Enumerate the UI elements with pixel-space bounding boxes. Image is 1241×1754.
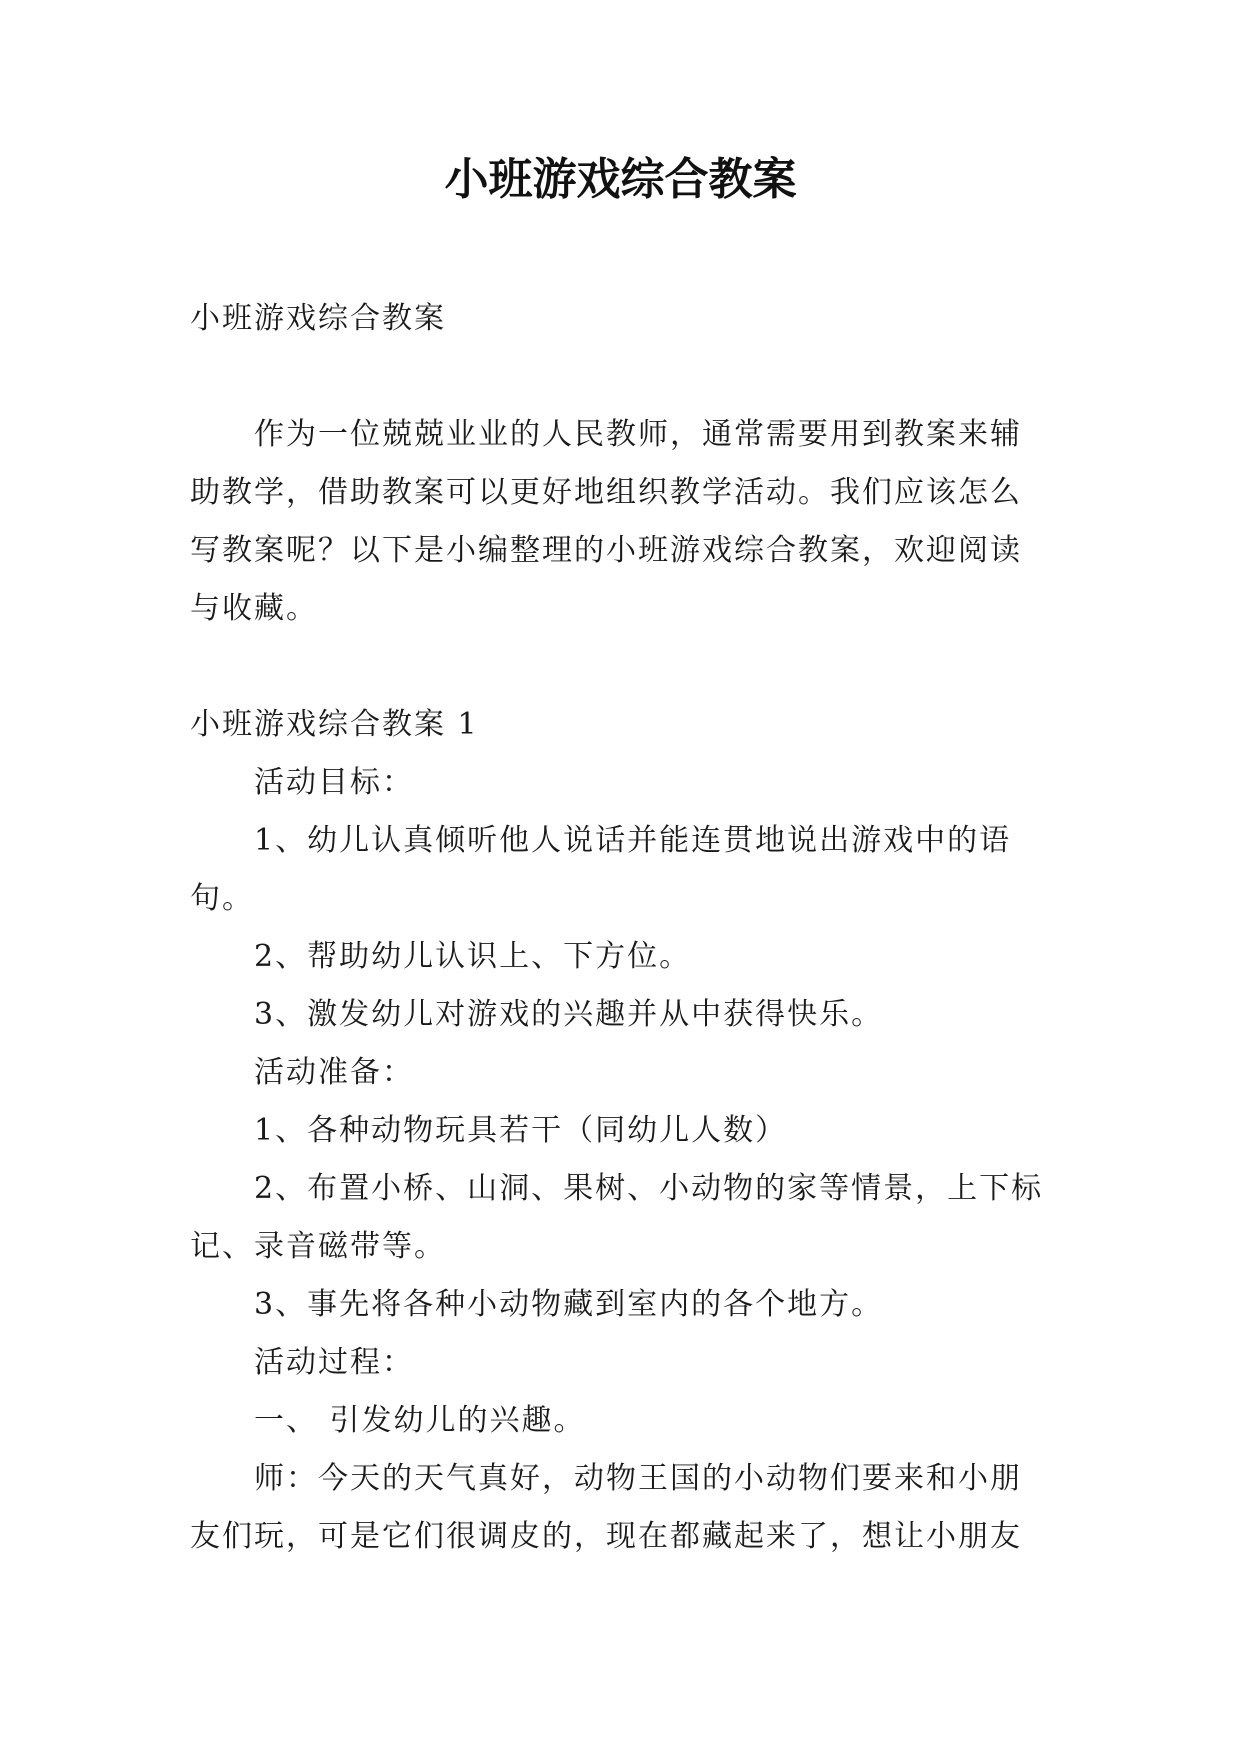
- prep-item: 3、事先将各种小动物藏到室内的各个地方。: [254, 1287, 884, 1322]
- section-title: 小班游戏综合教案 1: [190, 707, 479, 742]
- process-heading: 活动过程：: [254, 1345, 414, 1380]
- document-title: 小班游戏综合教案: [444, 154, 797, 205]
- paragraph-spacer: [190, 638, 1052, 696]
- intro-paragraph: 作为一位兢兢业业的人民教师，通常需要用到教案来辅助教学，借助教案可以更好地组织教学活动。我们应该怎么写教案呢？以下是小编整理的小班游戏综合教案，欢迎阅读与收藏。: [190, 417, 1022, 626]
- document-subtitle: 小班游戏综合教案: [190, 301, 446, 336]
- document-body: [190, 290, 1052, 1566]
- goals-heading: 活动目标：: [254, 765, 414, 800]
- prep-item: 2、布置小桥、山洞、果树、小动物的家等情景，上下标记、录音磁带等。: [190, 1171, 1044, 1264]
- process-step: 一、 引发幼儿的兴趣。: [254, 1403, 586, 1438]
- teacher-dialogue: 师：今天的天气真好，动物王国的小动物们要来和小朋友们玩，可是它们很调皮的，现在都藏起来了，想让小朋友: [190, 1461, 1022, 1554]
- goal-item: 1、幼儿认真倾听他人说话并能连贯地说出游戏中的语句。: [190, 823, 1012, 916]
- prep-heading: 活动准备：: [254, 1055, 414, 1090]
- prep-item: 1、各种动物玩具若干（同幼儿人数）: [254, 1113, 788, 1148]
- goal-item: 2、帮助幼儿认识上、下方位。: [254, 939, 692, 974]
- goal-item: 3、激发幼儿对游戏的兴趣并从中获得快乐。: [254, 997, 884, 1032]
